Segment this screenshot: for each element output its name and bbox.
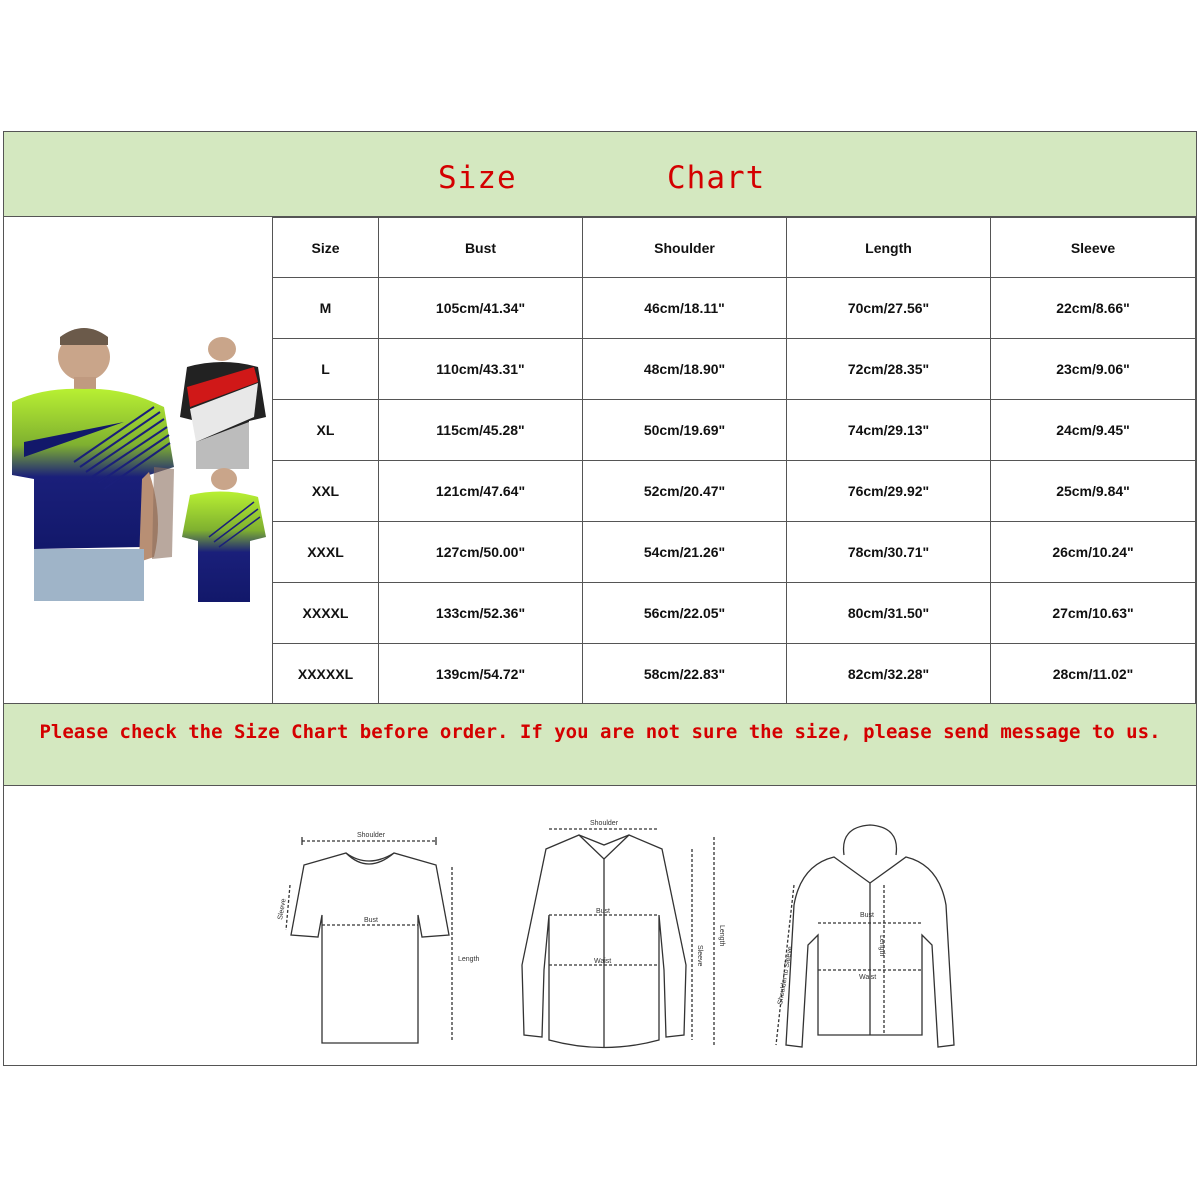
large-model-photo	[9, 328, 180, 601]
length-cell: 70cm/27.56"	[787, 278, 991, 339]
size-cell: XXL	[273, 461, 379, 522]
size-table	[272, 217, 1196, 705]
model-photos	[4, 217, 272, 702]
measurement-diagrams	[4, 785, 1196, 1065]
notice-text: Please check the Size Chart before order. If you are not sure the size, please send message to us.	[39, 721, 1161, 743]
bust-cell: 110cm/43.31"	[379, 339, 583, 400]
length-cell: 80cm/31.50"	[787, 583, 991, 644]
size-cell: XXXXL	[273, 583, 379, 644]
size-cell: XXXXXL	[273, 644, 379, 705]
sleeve-cell: 25cm/9.84"	[991, 461, 1196, 522]
shirt-bust-label: Bust	[596, 908, 611, 915]
hoodie-diagram	[776, 825, 954, 1047]
shirt-diagram	[522, 829, 714, 1048]
hoodie-length-label: Length	[878, 935, 885, 957]
size-chart-frame	[3, 131, 1197, 1066]
size-cell: L	[273, 339, 379, 400]
shirt-sleeve-label: Sleeve	[696, 945, 703, 967]
tshirt-bust-label: Bust	[364, 917, 379, 924]
bust-cell: 105cm/41.34"	[379, 278, 583, 339]
sleeve-cell: 23cm/9.06"	[991, 339, 1196, 400]
title-chart: Chart	[667, 160, 766, 196]
table-row	[273, 278, 1196, 339]
tshirt-length-label: Length	[458, 956, 480, 963]
col-header-length: Length	[787, 218, 991, 278]
title-banner	[4, 132, 1196, 217]
table-row	[273, 583, 1196, 644]
shoulder-cell: 52cm/20.47"	[583, 461, 787, 522]
bust-cell: 127cm/50.00"	[379, 522, 583, 583]
shoulder-cell: 46cm/18.11"	[583, 278, 787, 339]
bust-cell: 115cm/45.28"	[379, 400, 583, 461]
shoulder-cell: 48cm/18.90"	[583, 339, 787, 400]
bust-cell: 133cm/52.36"	[379, 583, 583, 644]
length-cell: 74cm/29.13"	[787, 400, 991, 461]
bust-cell: 139cm/54.72"	[379, 644, 583, 705]
sleeve-cell: 22cm/8.66"	[991, 278, 1196, 339]
col-header-bust: Bust	[379, 218, 583, 278]
col-header-size: Size	[273, 218, 379, 278]
size-table-area	[4, 217, 1196, 702]
shoulder-cell: 50cm/19.69"	[583, 400, 787, 461]
length-cell: 82cm/32.28"	[787, 644, 991, 705]
garment-diagrams	[4, 785, 1196, 1065]
title-size: Size	[438, 160, 517, 196]
hoodie-bust-label: Bust	[860, 912, 875, 919]
table-row	[273, 461, 1196, 522]
shirt-length-label: Length	[718, 925, 725, 947]
length-cell: 78cm/30.71"	[787, 522, 991, 583]
length-cell: 76cm/29.92"	[787, 461, 991, 522]
tshirt-shoulder-label: Shoulder	[357, 832, 386, 839]
table-row	[273, 400, 1196, 461]
length-cell: 72cm/28.35"	[787, 339, 991, 400]
table-row	[273, 644, 1196, 705]
small-model-green-photo	[180, 468, 266, 602]
table-row	[273, 522, 1196, 583]
sleeve-cell: 24cm/9.45"	[991, 400, 1196, 461]
hoodie-waist-label: Waist	[859, 974, 877, 981]
tshirt-diagram	[286, 837, 452, 1043]
shoulder-cell: 58cm/22.83"	[583, 644, 787, 705]
bust-cell: 121cm/47.64"	[379, 461, 583, 522]
model-shirt-photos-icon	[4, 217, 272, 702]
shirt-shoulder-label: Shoulder	[590, 820, 619, 827]
tshirt-sleeve-label: Sleeve	[277, 898, 288, 921]
size-cell: XL	[273, 400, 379, 461]
size-cell: M	[273, 278, 379, 339]
size-cell: XXXL	[273, 522, 379, 583]
col-header-sleeve: Sleeve	[991, 218, 1196, 278]
table-header-row	[273, 218, 1196, 278]
shoulder-cell: 54cm/21.26"	[583, 522, 787, 583]
sleeve-cell: 27cm/10.63"	[991, 583, 1196, 644]
table-row	[273, 339, 1196, 400]
sleeve-cell: 28cm/11.02"	[991, 644, 1196, 705]
col-header-shoulder: Shoulder	[583, 218, 787, 278]
shoulder-cell: 56cm/22.05"	[583, 583, 787, 644]
hoodie-shoulder-to-sleeve-label: Shoulder to Sleeve	[777, 945, 795, 1006]
small-model-red-photo	[176, 337, 266, 469]
notice-banner	[4, 703, 1196, 786]
sleeve-cell: 26cm/10.24"	[991, 522, 1196, 583]
shirt-waist-label: Waist	[594, 958, 612, 965]
